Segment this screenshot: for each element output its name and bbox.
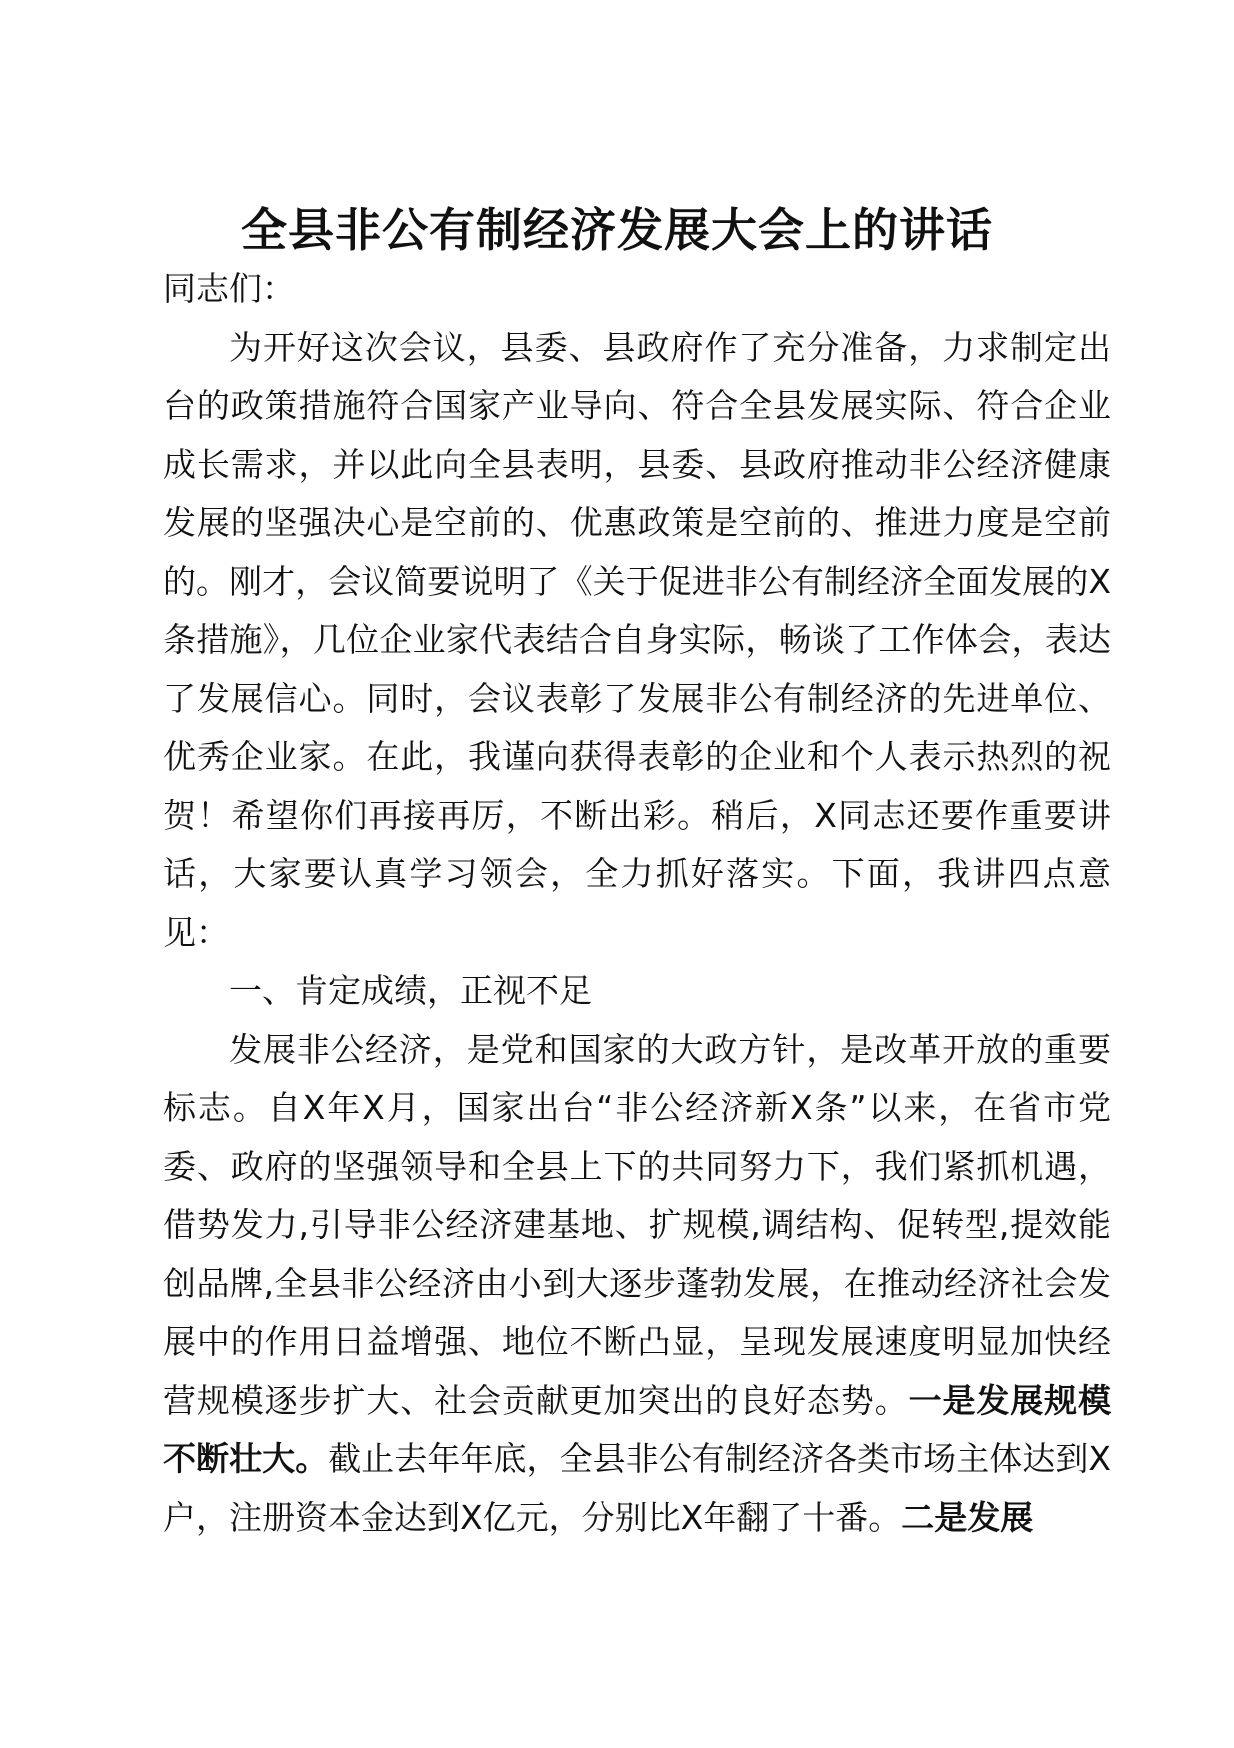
document-title: 全县非公有制经济发展大会上的讲话 xyxy=(241,203,993,257)
paragraph-achievements xyxy=(163,1021,1111,1548)
bold-point-2: 二是发展 xyxy=(901,1497,1034,1537)
paragraph-text: 发展非公经济，是党和国家的大政方针，是改革开放的重要标志。自X年X月，国家出台“非公经济新X条”以来，在省市党委、政府的坚强领导和全县上下的共同努力下，我们紧抓机遇，借势发力,引导非公经济建基地、扩规模,调结构、促转型,提效能创品牌,全县非公经济由小到大逐步蓬勃发展，在推动经济社会发展中的作用日益增强、地位不断凸显，呈现发展速度明显加快经营规模逐步扩大、社会贡献更加突出的良好态势。 xyxy=(163,1029,1111,1420)
section-heading-1: 一、肯定成绩，正视不足 xyxy=(229,971,592,1010)
document-body xyxy=(163,260,1111,1547)
bold-point-1: 一是发展规模不断壮大。 xyxy=(163,1380,1112,1478)
salutation: 同志们： xyxy=(163,269,295,308)
paragraph-text: 截止去年年底，全县非公有制经济各类市场主体达到X户，注册资本金达到X亿元，分别比X年翻了十番。 xyxy=(163,1439,1111,1537)
paragraph-intro: 为开好这次会议，县委、县政府作了充分准备，力求制定出台的政策措施符合国家产业导向、符合全县发展实际、符合企业成长需求，并以此向全县表明，县委、县政府推动非公经济健康发展的坚强决心是空前的、优惠政策是空前的、推进力度是空前的。刚才，会议简要说明了《关于促进非公有制经济全面发展的X条措施》，几位企业家代表结合自身实际，畅谈了工作体会，表达了发展信心。同时，会议表彰了发展非公有制经济的先进单位、优秀企业家。在此，我谨向获得表彰的企业和个人表示热烈的祝贺！希望你们再接再厉，不断出彩。稍后，X同志还要作重要讲话，大家要认真学习领会，全力抓好落实。下面，我讲四点意见： xyxy=(163,327,1111,952)
